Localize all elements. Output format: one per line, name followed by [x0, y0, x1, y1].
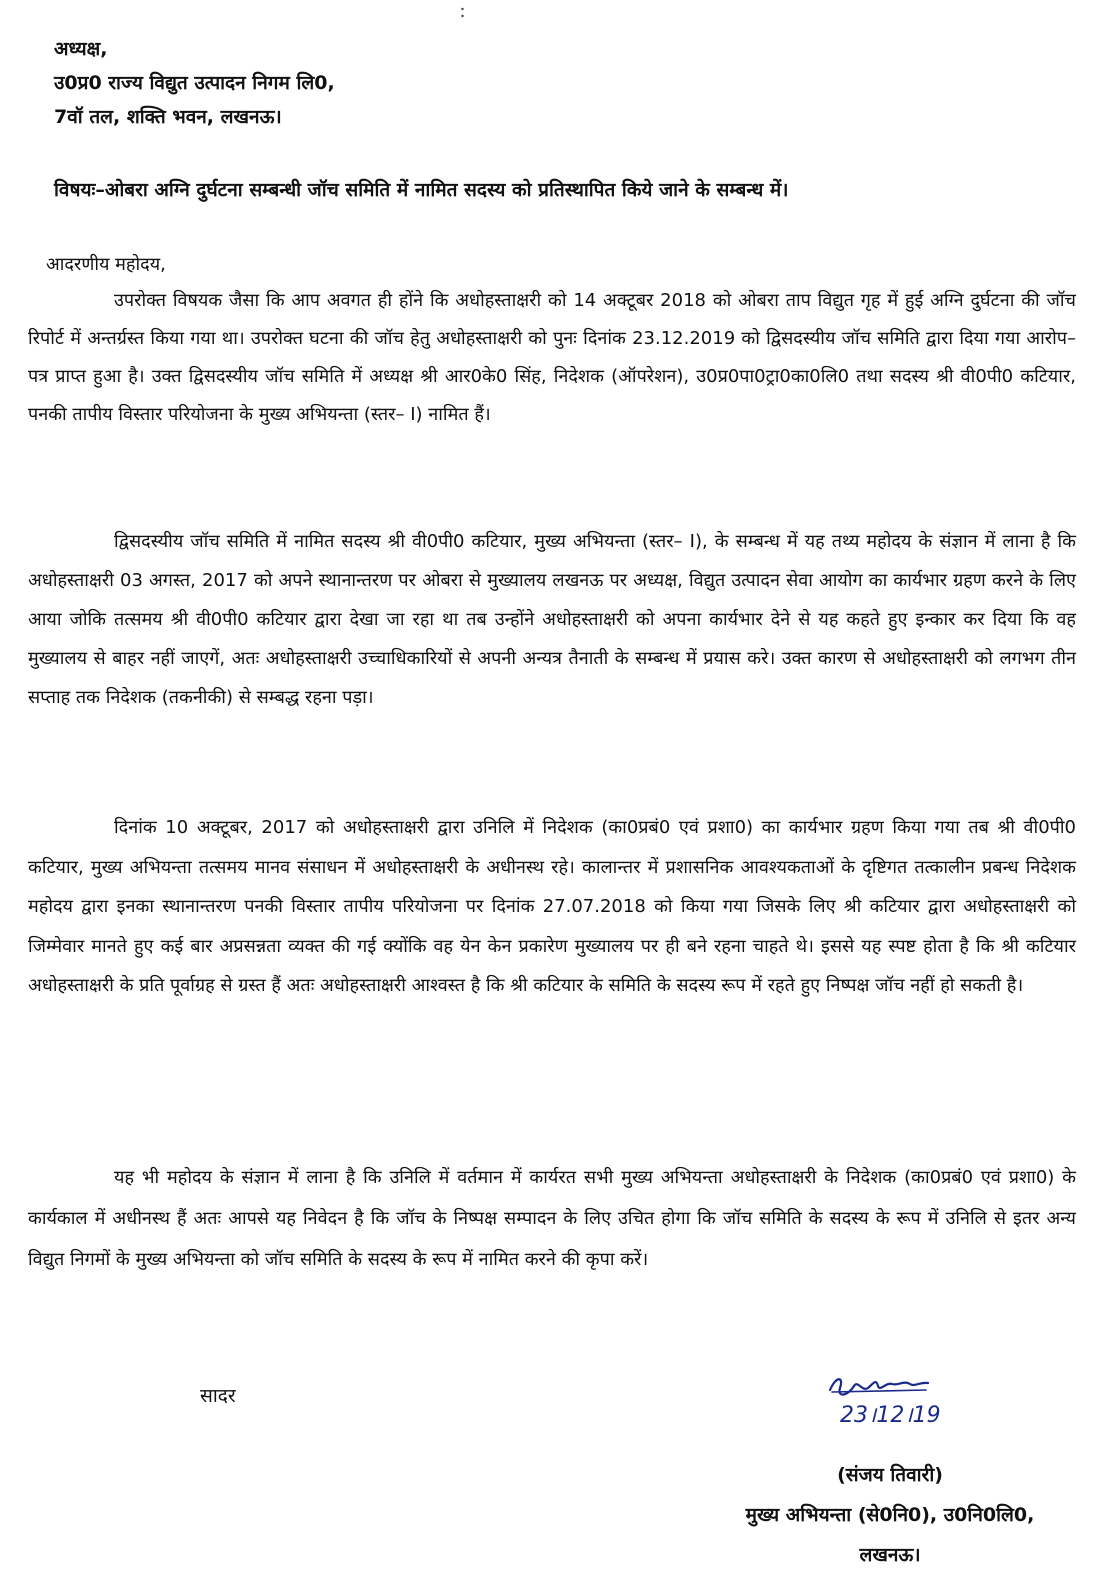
letter-subject: विषयः–ओबरा अग्नि दुर्घटना सम्बन्धी जॉच समिति में नामित सदस्य को प्रतिस्थापित किये जाने के सम्बन्ध में।	[54, 179, 789, 201]
top-dot-mark	[461, 4, 464, 16]
recipient-location: 7वॉ तल, शक्ति भवन, लखनऊ।	[54, 106, 282, 128]
signatory-designation: मुख्य अभियन्ता (से0नि0), उ0नि0लि0,	[745, 1504, 1035, 1526]
salutation: आदरणीय महोदय,	[46, 254, 166, 275]
signatory-name: (संजय तिवारी)	[837, 1464, 943, 1486]
body-paragraph-4: यह भी महोदय के संज्ञान में लाना है कि उनिलि में वर्तमान में कार्यरत सभी मुख्य अभियन्ता अधोहस्ताक्षरी के निदेशक (का0प्रबं0 एवं प्रशा0) के कार्यकाल में अधीनस्थ हैं अतः आपसे यह निवेदन है कि जॉच के निष्पक्ष सम्पादन के लिए उचित होगा कि जॉच समिति के सदस्य के रूप में उनिलि से इतर अन्य विद्युत निगमों के मुख्य अभियन्ता को जॉच समिति के सदस्य के रूप में नामित करने की कृपा करें।	[28, 1167, 1076, 1270]
closing-regards: सादर	[200, 1385, 236, 1407]
body-paragraph-3: दिनांक 10 अक्टूबर, 2017 को अधोहस्ताक्षरी द्वारा उनिलि में निदेशक (का0प्रबं0 एवं प्रशा0) का कार्यभार ग्रहण किया गया तब श्री वी0पी0 कटियार, मुख्य अभियन्ता तत्समय मानव संसाधन में अधोहस्ताक्षरी के अधीनस्थ रहे। कालान्तर में प्रशासनिक आवश्यकताओं के दृष्टिगत तत्कालीन प्रबन्ध निदेशक महोदय द्वारा इनका स्थानान्तरण पनकी विस्तार तापीय परियोजना पर दिनांक 27.07.2018 को किया गया जिसके लिए श्री कटियार द्वारा अधोहस्ताक्षरी को जिम्मेवार मानते हुए कई बार अप्रसन्नता व्यक्त की गई क्योंकि वह येन केन प्रकारेण मुख्यालय पर ही बने रहना चाहते थे। इससे यह स्पष्ट होता है कि श्री कटियार अधोहस्ताक्षरी के प्रति पूर्वाग्रह से ग्रस्त हैं अतः अधोहस्ताक्षरी आश्वस्त है कि श्री कटियार के समिति के सदस्य रूप में रहते हुए निष्पक्ष जॉच नहीं हो सकती है।	[28, 817, 1076, 996]
body-paragraph-2: द्विसदस्यीय जॉच समिति में नामित सदस्य श्री वी0पी0 कटियार, मुख्य अभियन्ता (स्तर– I), के सम्बन्ध में यह तथ्य महोदय के संज्ञान में लाना है कि अधोहस्ताक्षरी 03 अगस्त, 2017 को अपने स्थानान्तरण पर ओबरा से मुख्यालय लखनऊ पर अध्यक्ष, विद्युत उत्पादन सेवा आयोग का कार्यभार ग्रहण करने के लिए आया जोकि तत्समय श्री वी0पी0 कटियार द्वारा देखा जा रहा था तब उन्होंने अधोहस्ताक्षरी को अपना कार्यभार देने से यह कहते हुए इन्कार कर दिया कि वह मुख्यालय से बाहर नहीं जाएगें, अतः अधोहस्ताक्षरी उच्चाधिकारियों से अपनी अन्यत्र तैनाती के सम्बन्ध में प्रयास करे। उक्त कारण से अधोहस्ताक्षरी को लगभग तीन सप्ताह तक निदेशक (तकनीकी) से सम्बद्ध रहना पड़ा।	[28, 531, 1076, 708]
signatory-block	[700, 1455, 1080, 1575]
signature-date: 23।12।19	[840, 1403, 941, 1428]
handwritten-signature	[818, 1368, 968, 1438]
body-paragraph-1: उपरोक्त विषयक जैसा कि आप अवगत ही होंने कि अधोहस्ताक्षरी को 14 अक्टूबर 2018 को ओबरा ताप विद्युत गृह में हुई अग्नि दुर्घटना की जॉच रिपोर्ट में अन्तर्ग्रस्त किया गया था। उपरोक्त घटना की जॉच हेतु अधोहस्ताक्षरी को पुनः दिनांक 23.12.2019 को द्विसदस्यीय जॉच समिति द्वारा दिया गया आरोप–पत्र प्राप्त हुआ है। उक्त द्विसदस्यीय जॉच समिति में अध्यक्ष श्री आर0के0 सिंह, निदेशक (ऑपरेशन), उ0प्र0पा0ट्रा0का0लि0 तथा सदस्य श्री वी0पी0 कटियार, पनकी तापीय विस्तार परियोजना के मुख्य अभियन्ता (स्तर– I) नामित हैं।	[28, 290, 1076, 425]
recipient-address	[54, 32, 335, 134]
signatory-place: लखनऊ।	[859, 1544, 921, 1566]
recipient-organization: उ0प्र0 राज्य विद्युत उत्पादन निगम लि0,	[54, 72, 335, 94]
recipient-title: अध्यक्ष,	[54, 38, 108, 60]
